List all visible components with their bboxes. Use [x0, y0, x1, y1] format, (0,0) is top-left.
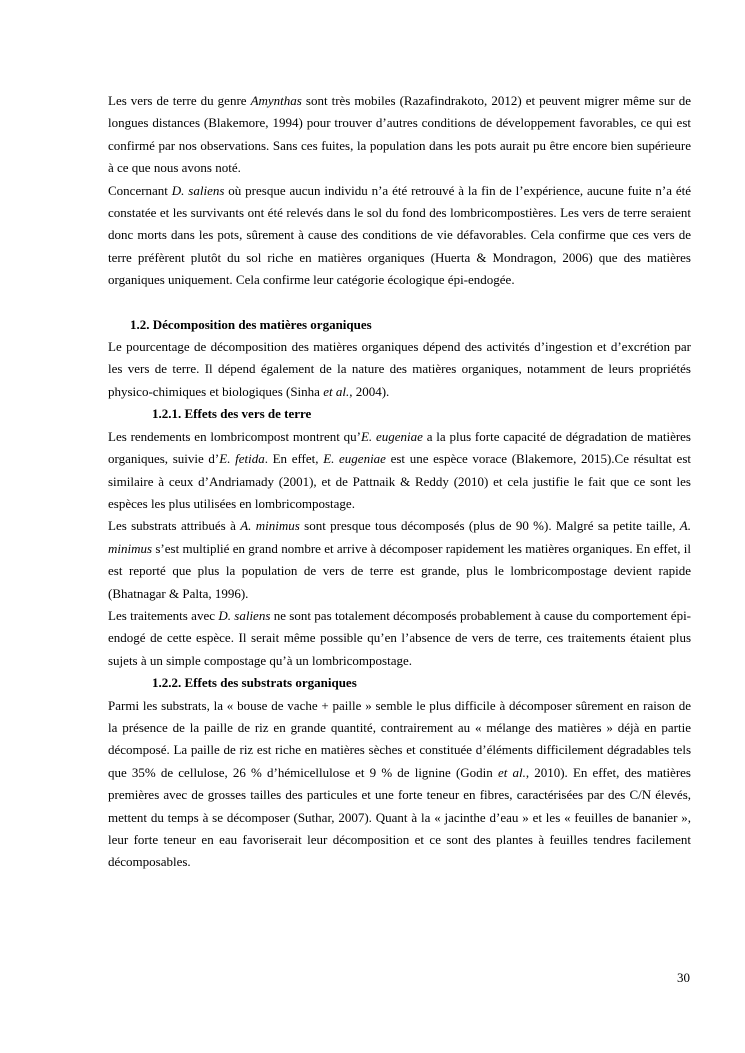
paragraph-a-minimus: Les substrats attribués à A. minimus sont presque tous décomposés (plus de 90 %). Malgré sa petite taille, A. minimus s’est multiplié en grand nombre et arrive à décomposer rapidement les matières organiques. En effet, il est reporté que plus la population de vers de terre est grande, plus le lombricompostage devient rapide (Bhatnagar & Palta, 1996).	[108, 518, 691, 601]
paragraph-decomposition: Le pourcentage de décomposition des matières organiques dépend des activités d’ingestion et d’excrétion par les vers de terre. Il dépend également de la nature des matières organiques, notamment de leurs propriétés physico-chimiques et biologiques (Sinha et al., 2004).	[108, 339, 691, 399]
paragraph-amynthas: Les vers de terre du genre Amynthas sont très mobiles (Razafindrakoto, 2012) et peuvent migrer même sur de longues distances (Blakemore, 1994) pour trouver d’autres conditions de développement favorables, ce qui est confirmé par nos observations. Sans ces fuites, la population dans les pots aurait pu être encore bien supérieure à ce que nous avons noté.	[108, 93, 691, 176]
paragraph-gap	[108, 292, 691, 314]
paragraph-d-saliens: Concernant D. saliens où presque aucun individu n’a été retrouvé à la fin de l’expérience, aucune fuite n’a été constatée et les survivants ont été relevés dans le sol du fond des lombricompostières. Les vers de terre seraient donc morts dans les pots, sûrement à cause des conditions de vie défavorables. Cela confirme que ces vers de terre préfèrent plutôt du sol riche en matières organiques (Huerta & Mondragon, 2006) que des matières organiques uniquement. Cela confirme leur catégorie écologique épi-endogée.	[108, 182, 692, 288]
paragraph-rendements: Les rendements en lombricompost montrent qu’E. eugeniae a la plus forte capacité de dégradation de matières organiques, suivie d’E. fetida. En effet, E. eugeniae est une espèce vorace (Blakemore, 2015).Ce résultat est similaire à ceux d’Andriamady (2001), et de Pattnaik & Reddy (2010) et cela justifie le fait que ce sont les espèces les plus utilisées en lombricompostage.	[108, 428, 691, 511]
section-heading-1-2-1: 1.2.1. Effets des vers de terre	[152, 406, 312, 422]
paragraph-traitements: Les traitements avec D. saliens ne sont pas totalement décomposés probablement à cause du comportement épi-endogé de cette espèce. Il serait même possible qu’en l’absence de vers de terre, ces traitements étaient plus sujets à un simple compostage qu’à un lombricompostage.	[108, 607, 692, 668]
page-number: 30	[677, 970, 690, 985]
section-heading-1-2-2: 1.2.2. Effets des substrats organiques	[152, 675, 357, 691]
paragraph-substrats: Parmi les substrats, la « bouse de vache + paille » semble le plus difficile à décomposer sûrement en raison de la présence de la paille de riz en grande quantité, contrairement au « mélange des matières » déjà en partie décomposé. La paille de riz est riche en matières sèches et constituée d’éléments difficilement dégradables tels que 35% de cellulose, 26 % d’hémicellulose et 9 % de lignine (Godin et al., 2010). En effet, des matières premières avec de grosses tailles des particules et une forte teneur en fibres, caractérisées par des C/N élevés, mettent du temps à se décomposer (Suthar, 2007). Quant à la « jacinthe d’eau » et les « feuilles de bananier », leur forte teneur en eau favoriserait leur décomposition et ce sont des plantes à feuilles tendres facilement décomposables.	[108, 697, 691, 870]
section-heading-1-2: 1.2. Décomposition des matières organiques	[130, 316, 372, 332]
body-text	[108, 90, 691, 874]
